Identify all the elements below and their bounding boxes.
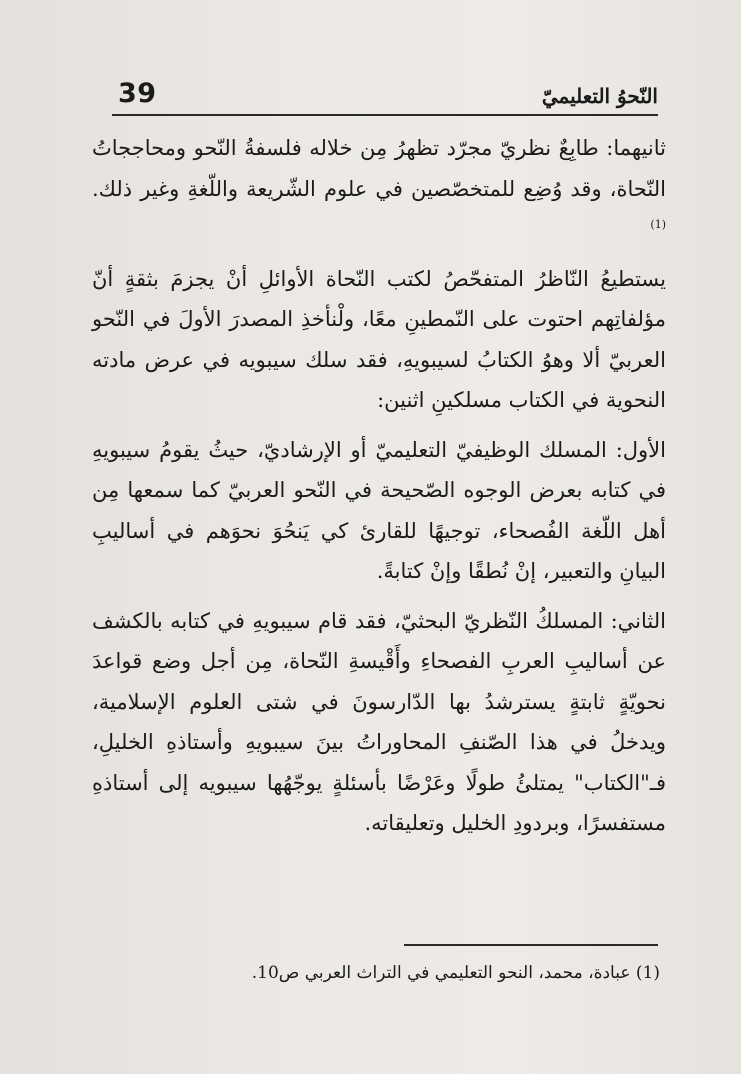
paragraph-1-text: ثانيهما: طابِعٌ نظريّ مجرّد تظهرُ مِن خلاله فلسفةُ النّحو ومحاججاتُ النّحاة، وقد وُضِع للمتخصّصين في علوم الشّريعة واللّغةِ وغير ذلك.: [92, 136, 666, 201]
paragraph-2: يستطيعُ النّاظرُ المتفحّصُ لكتب النّحاة الأوائلِ أنْ يجزمَ بثقةٍ أنّ مؤلفاتِهم احتوت على النّمطينِ معًا، ولْنأخذِ المصدرَ الأولَ في النّحو العربيّ ألا وهوُ الكتابُ لسيبويهِ، فقد سلك سيبويه في عرض مادته النحوية في الكتاب مسلكينِ اثنين:: [92, 266, 666, 412]
paragraph-4: الثاني: المسلكُ النّظريّ البحثيّ، فقد قام سيبويهِ في كتابه بالكشف عن أساليبِ العربِ الفصحاءِ وأَقْيسةِ النّحاة، مِن أجل وضع قواعدَ نحويّةٍ ثابتةٍ يسترشدُ بها الدّارسونَ في شتى العلوم الإسلامية، ويدخلُ في هذا الصّنفِ المحاوراتُ بينَ سيبويهِ وأستاذهِ الخليلِ، فـ"الكتاب" يمتلئُ طولًا وعَرْضًا بأسئلةٍ يوجّهُها سيبويه إلى أستاذهِ مستفسرًا، وبردودِ الخليل وتعليقاته.: [92, 608, 666, 835]
footnote-rule: [404, 944, 658, 946]
footnote: (1) عبادة، محمد، النحو التعليمي في التراث العربي ص10.: [251, 963, 660, 983]
running-title: النّحوُ التعليميّ: [541, 84, 658, 108]
page-number: 39: [118, 78, 157, 109]
page-header: [112, 72, 658, 114]
footnote-reference: (1): [650, 218, 666, 231]
body-text: [92, 128, 666, 844]
paragraph-1: [92, 128, 666, 250]
paragraph-3: الأول: المسلك الوظيفيّ التعليميّ أو الإرشاديّ، حيثُ يقومُ سيبويهِ في كتابه بعرض الوجوه الصّحيحة في النّحو العربيّ كما سمعها مِن أهل اللّغة الفُصحاء، توجيهًا للقارئ كي يَنحُوَ نحوَهم في أساليبِ البيانِ والتعبير، إنْ نُطقًا وإنْ كتابةً.: [92, 437, 666, 583]
header-rule: [112, 114, 658, 116]
